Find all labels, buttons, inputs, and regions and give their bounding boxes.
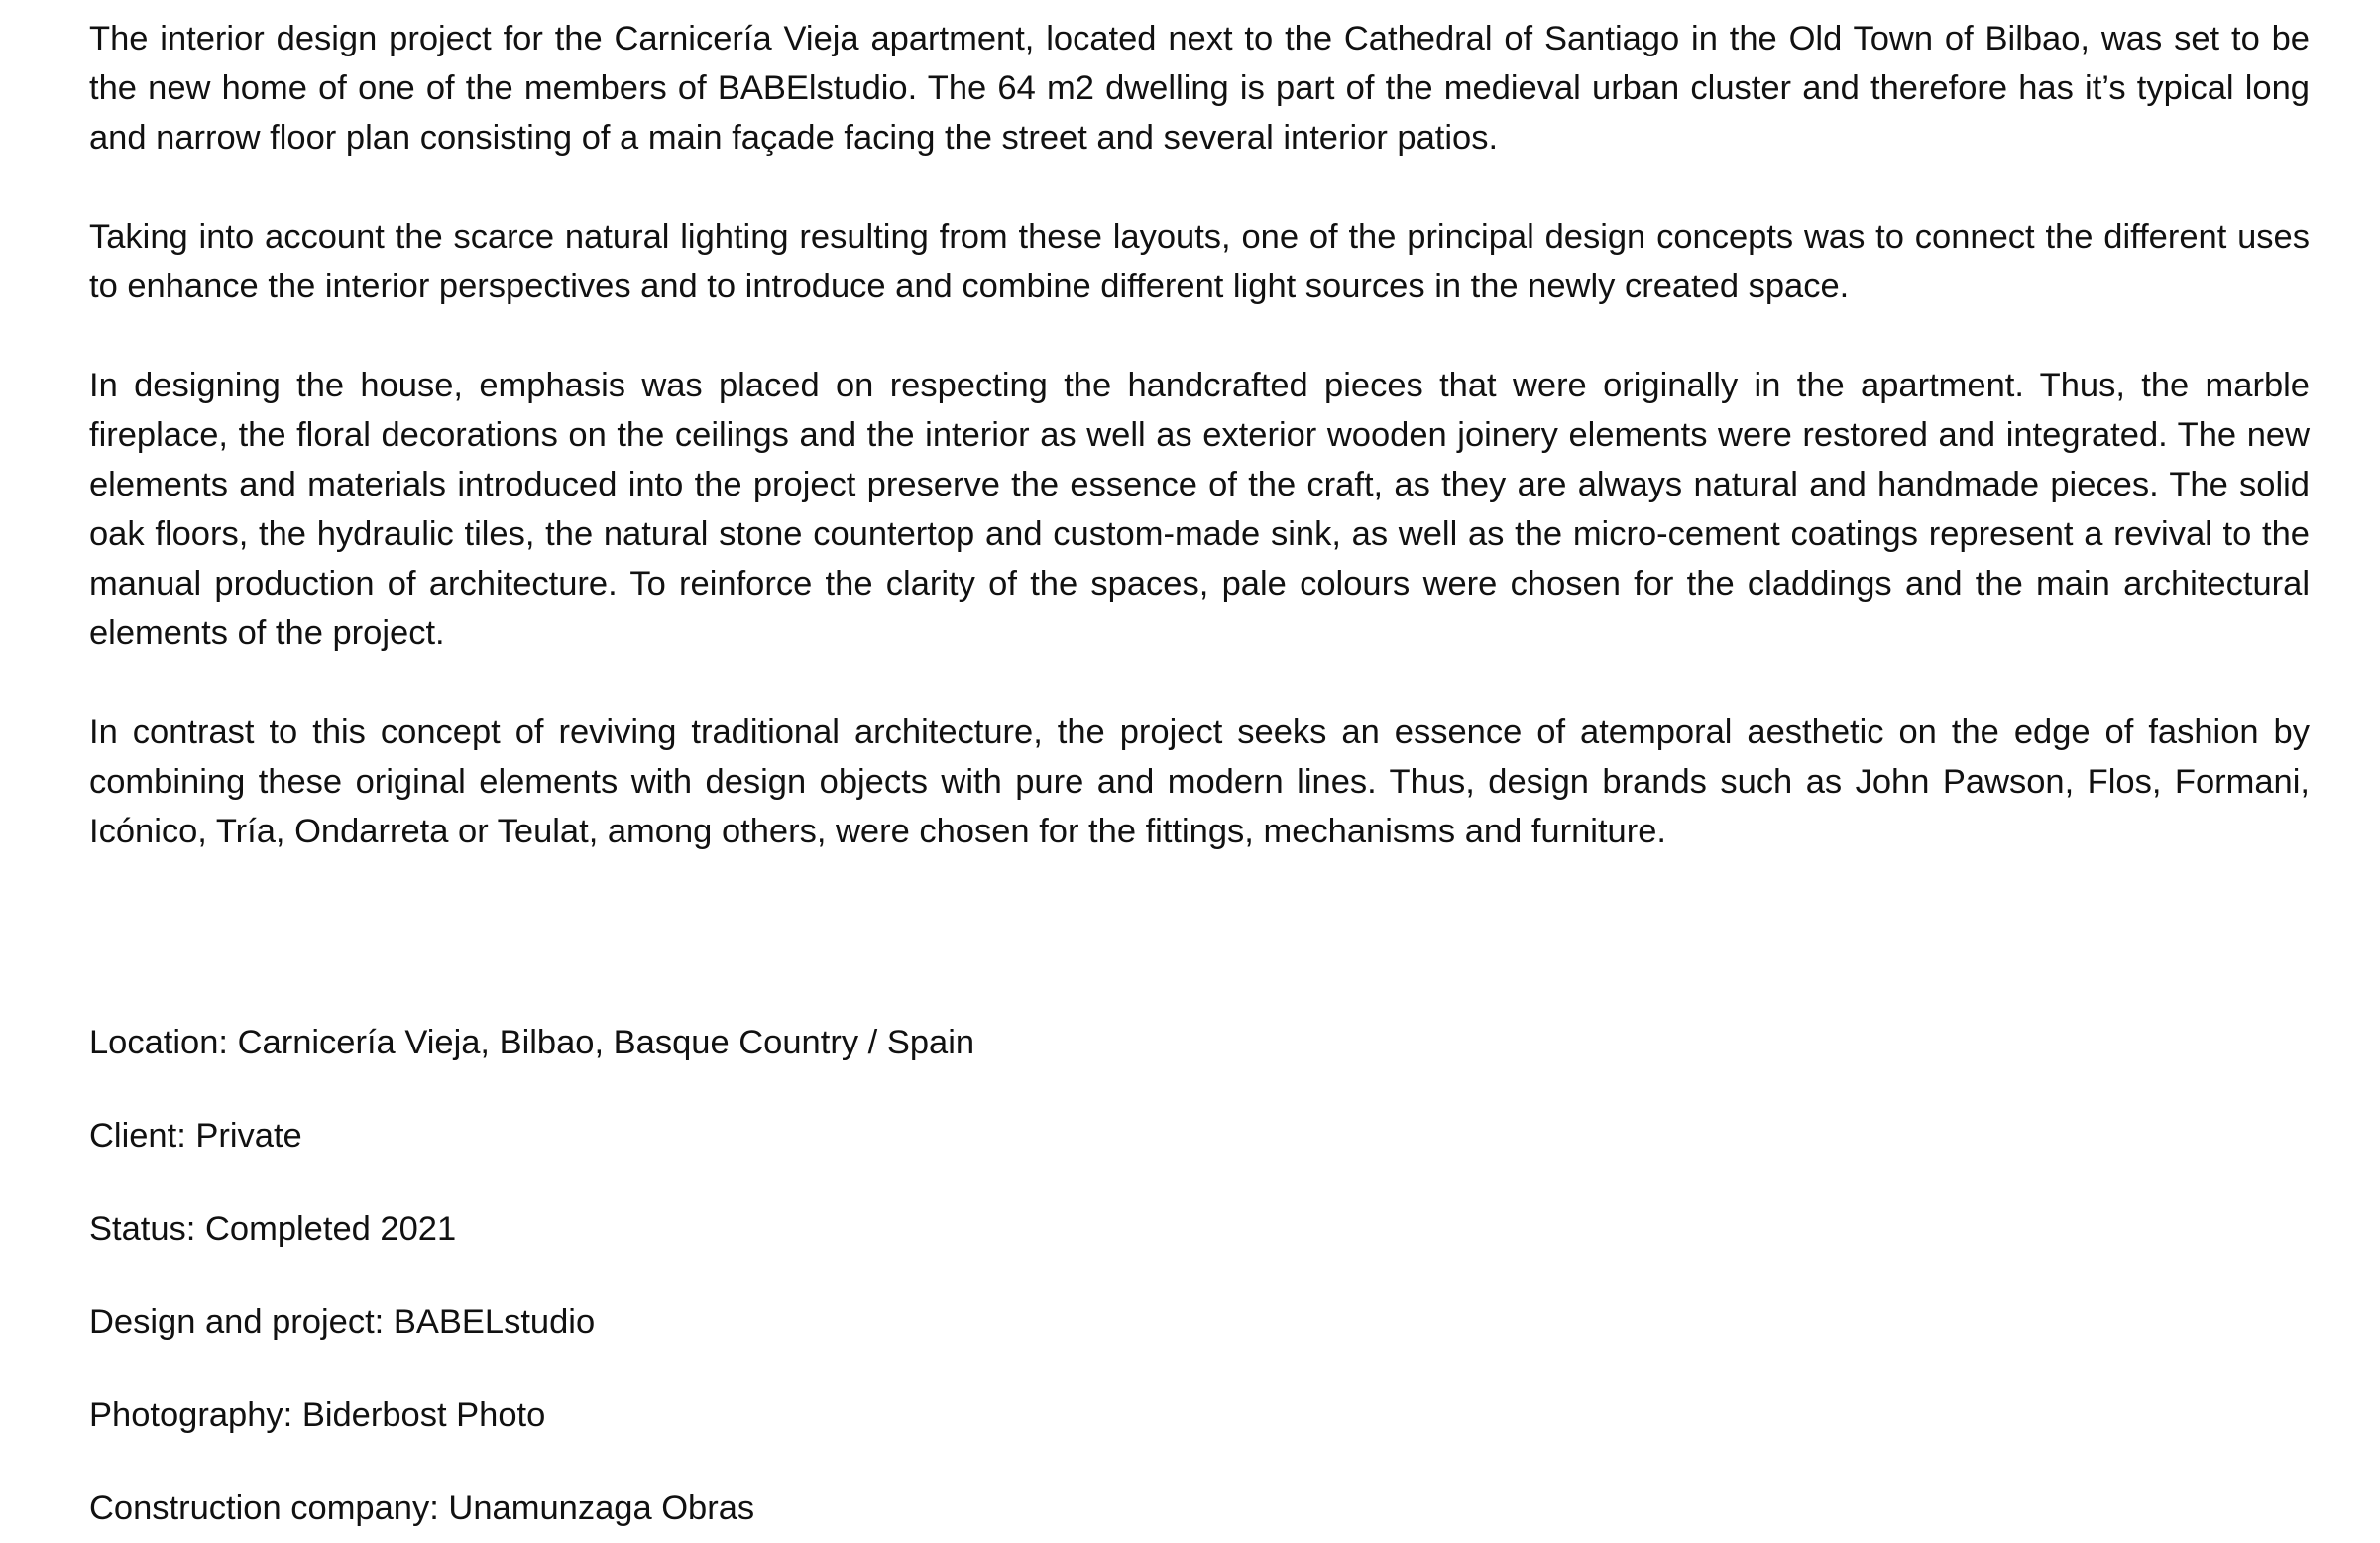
project-description (89, 14, 2310, 906)
detail-photography: Photography: Biderbost Photo (89, 1396, 546, 1434)
detail-client: Client: Private (89, 1117, 302, 1155)
detail-status: Status: Completed 2021 (89, 1210, 457, 1248)
paragraph-intro: The interior design project for the Carnicería Vieja apartment, located next to the Cathedral of Santiago in the Old Town of Bilbao, was set to be the new home of one of the members of BABElstudio. The 64 m2 dwelling is part of the medieval urban cluster and therefore has it’s typical long and narrow floor plan consisting of a main façade facing the street and several interior patios. (89, 20, 2310, 157)
paragraph-craft: In designing the house, emphasis was placed on respecting the handcrafted pieces that were originally in the apartment. Thus, the marble fireplace, the floral decorations on the ceilings and the interior as well as exterior wooden joinery elements were restored and integrated. The new elements and materials introduced into the project preserve the essence of the craft, as they are always natural and handmade pieces. The solid oak floors, the hydraulic tiles, the natural stone countertop and custom-made sink, as well as the micro-cement coatings represent a revival to the manual production of architecture. To reinforce the clarity of the spaces, pale colours were chosen for the claddings and the main architectural elements of the project. (89, 367, 2310, 652)
detail-design: Design and project: BABELstudio (89, 1303, 596, 1341)
paragraph-contrast: In contrast to this concept of reviving traditional architecture, the project seeks an essence of atemporal aesthetic on the edge of fashion by combining these original elements with design objects with pure and modern lines. Thus, design brands such as John Pawson, Flos, Formani, Icónico, Tría, Ondarreta or Teulat, among others, were chosen for the fittings, mechanisms and furniture. (89, 714, 2310, 850)
paragraph-lighting: Taking into account the scarce natural lighting resulting from these layouts, one of the principal design concepts was to connect the different uses to enhance the interior perspectives and to introduce and combine different light sources in the newly created space. (89, 218, 2310, 305)
detail-location: Location: Carnicería Vieja, Bilbao, Basque Country / Spain (89, 1024, 975, 1061)
detail-construction: Construction company: Unamunzaga Obras (89, 1489, 755, 1527)
project-details (89, 1018, 2310, 1533)
